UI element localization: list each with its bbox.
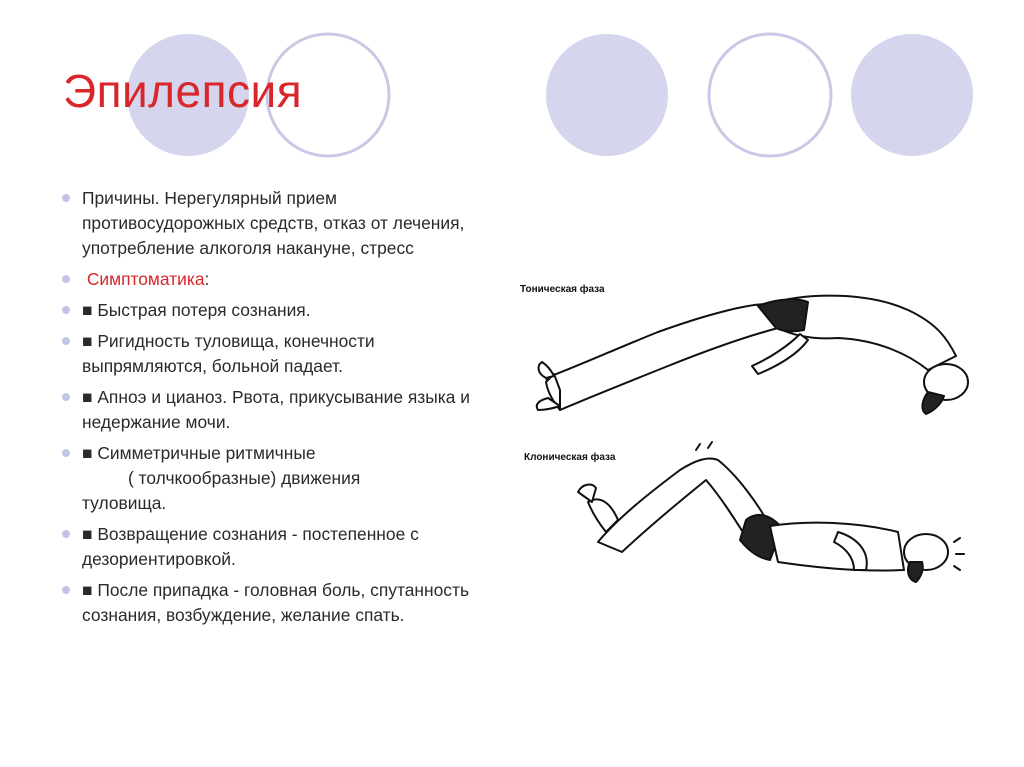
bullet-dot-icon <box>62 393 70 401</box>
deco-circle-filled-2 <box>546 34 668 156</box>
clonic-phase-figure <box>578 442 964 582</box>
symptoms-heading: Симптоматика <box>86 269 205 289</box>
bullet-text: ■ Ригидность туловища, конечности выпрямляются, больной падает. <box>82 331 375 376</box>
bullet-item-symptoms-heading <box>62 267 502 292</box>
bullet-item-causes <box>62 186 502 261</box>
bullet-dot-icon <box>62 586 70 594</box>
deco-circle-outline-2 <box>709 34 831 156</box>
clonic-phase-label: Клоническая фаза <box>524 452 616 463</box>
seizure-phases-illustration <box>508 270 978 610</box>
tonic-phase-figure <box>537 296 968 414</box>
bullet-text-line2: ( толчкообразные) движения <box>128 468 361 488</box>
bullet-text: ■ После припадка - головная боль, спутанность сознания, возбуждение, желание спать. <box>82 580 470 625</box>
bullet-dot-icon <box>62 530 70 538</box>
bullet-dot-icon <box>62 306 70 314</box>
bullet-item-apnea <box>62 385 502 435</box>
bullet-item-consciousness-loss <box>62 298 502 323</box>
bullet-text: ■ Быстрая потеря сознания. <box>82 300 311 320</box>
bullet-item-rhythmic-movements <box>62 441 502 516</box>
symptoms-colon: : <box>204 269 210 289</box>
bullet-dot-icon <box>62 337 70 345</box>
bullet-text: Причины. Нерегулярный прием противосудорожных средств, отказ от лечения, употребление алкоголя накануне, стресс <box>82 188 465 258</box>
bullet-text: ■ Возвращение сознания - постепенное с дезориентировкой. <box>82 524 419 569</box>
tonic-phase-label: Тоническая фаза <box>520 284 605 295</box>
bullet-item-after-seizure <box>62 578 502 628</box>
bullet-text-line1: ■ Симметричные ритмичные <box>82 443 316 463</box>
bullet-item-rigidity <box>62 329 502 379</box>
bullet-text-line3: туловища. <box>82 493 167 513</box>
deco-circle-filled-3 <box>851 34 973 156</box>
bullet-dot-icon <box>62 449 70 457</box>
bullet-text: ■ Апноэ и цианоз. Рвота, прикусывание языка и недержание мочи. <box>82 387 470 432</box>
slide-title: Эпилепсия <box>63 65 303 117</box>
bullet-item-consciousness-return <box>62 522 502 572</box>
bullet-dot-icon <box>62 194 70 202</box>
bullet-dot-icon <box>62 275 70 283</box>
bullet-list <box>62 186 502 634</box>
